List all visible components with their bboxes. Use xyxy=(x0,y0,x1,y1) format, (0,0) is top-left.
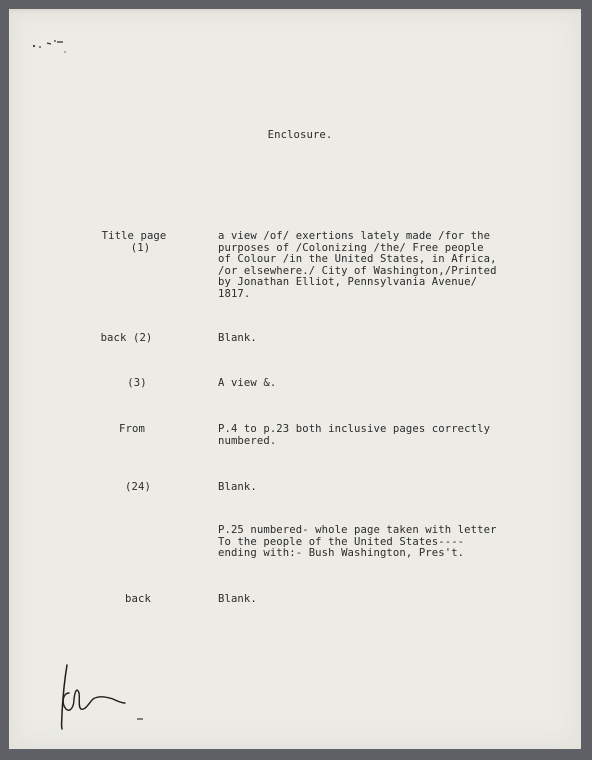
row-text-back-2: Blank. xyxy=(218,332,257,344)
ink-specks xyxy=(31,37,81,59)
row-label-from: From xyxy=(119,423,145,435)
row-label-back: back xyxy=(125,593,151,605)
document-page xyxy=(9,9,581,749)
row-label-24: (24) xyxy=(125,481,151,493)
row-label-back-2: back (2) xyxy=(100,332,153,344)
row-text-from: P.4 to p.23 both inclusive pages correctly numbered. xyxy=(218,423,491,447)
row-text-back: Blank. xyxy=(218,593,257,605)
row-text-24: Blank. xyxy=(218,481,257,493)
row-label-title-page: Title page (1) xyxy=(101,230,167,254)
row-text-title-page: a view /of/ exertions lately made /for the purposes of /Colonizing /the/ Free people of Colour /in the United States, in Africa, /or elsewhere./ City of Washington,/Printed by Jonathan Elliot, Pennsylvania Avenue/ 1817. xyxy=(218,230,497,300)
row-label-3: (3) xyxy=(127,377,147,389)
row-text-3: A view &. xyxy=(218,377,277,389)
handwritten-initials xyxy=(59,663,149,735)
paper-edge-shadow xyxy=(9,9,581,13)
document-heading: Enclosure. xyxy=(267,129,333,141)
row-text-p25: P.25 numbered- whole page taken with letter To the people of the United States---- ending with:- Bush Washington, Pres't. xyxy=(218,524,497,560)
